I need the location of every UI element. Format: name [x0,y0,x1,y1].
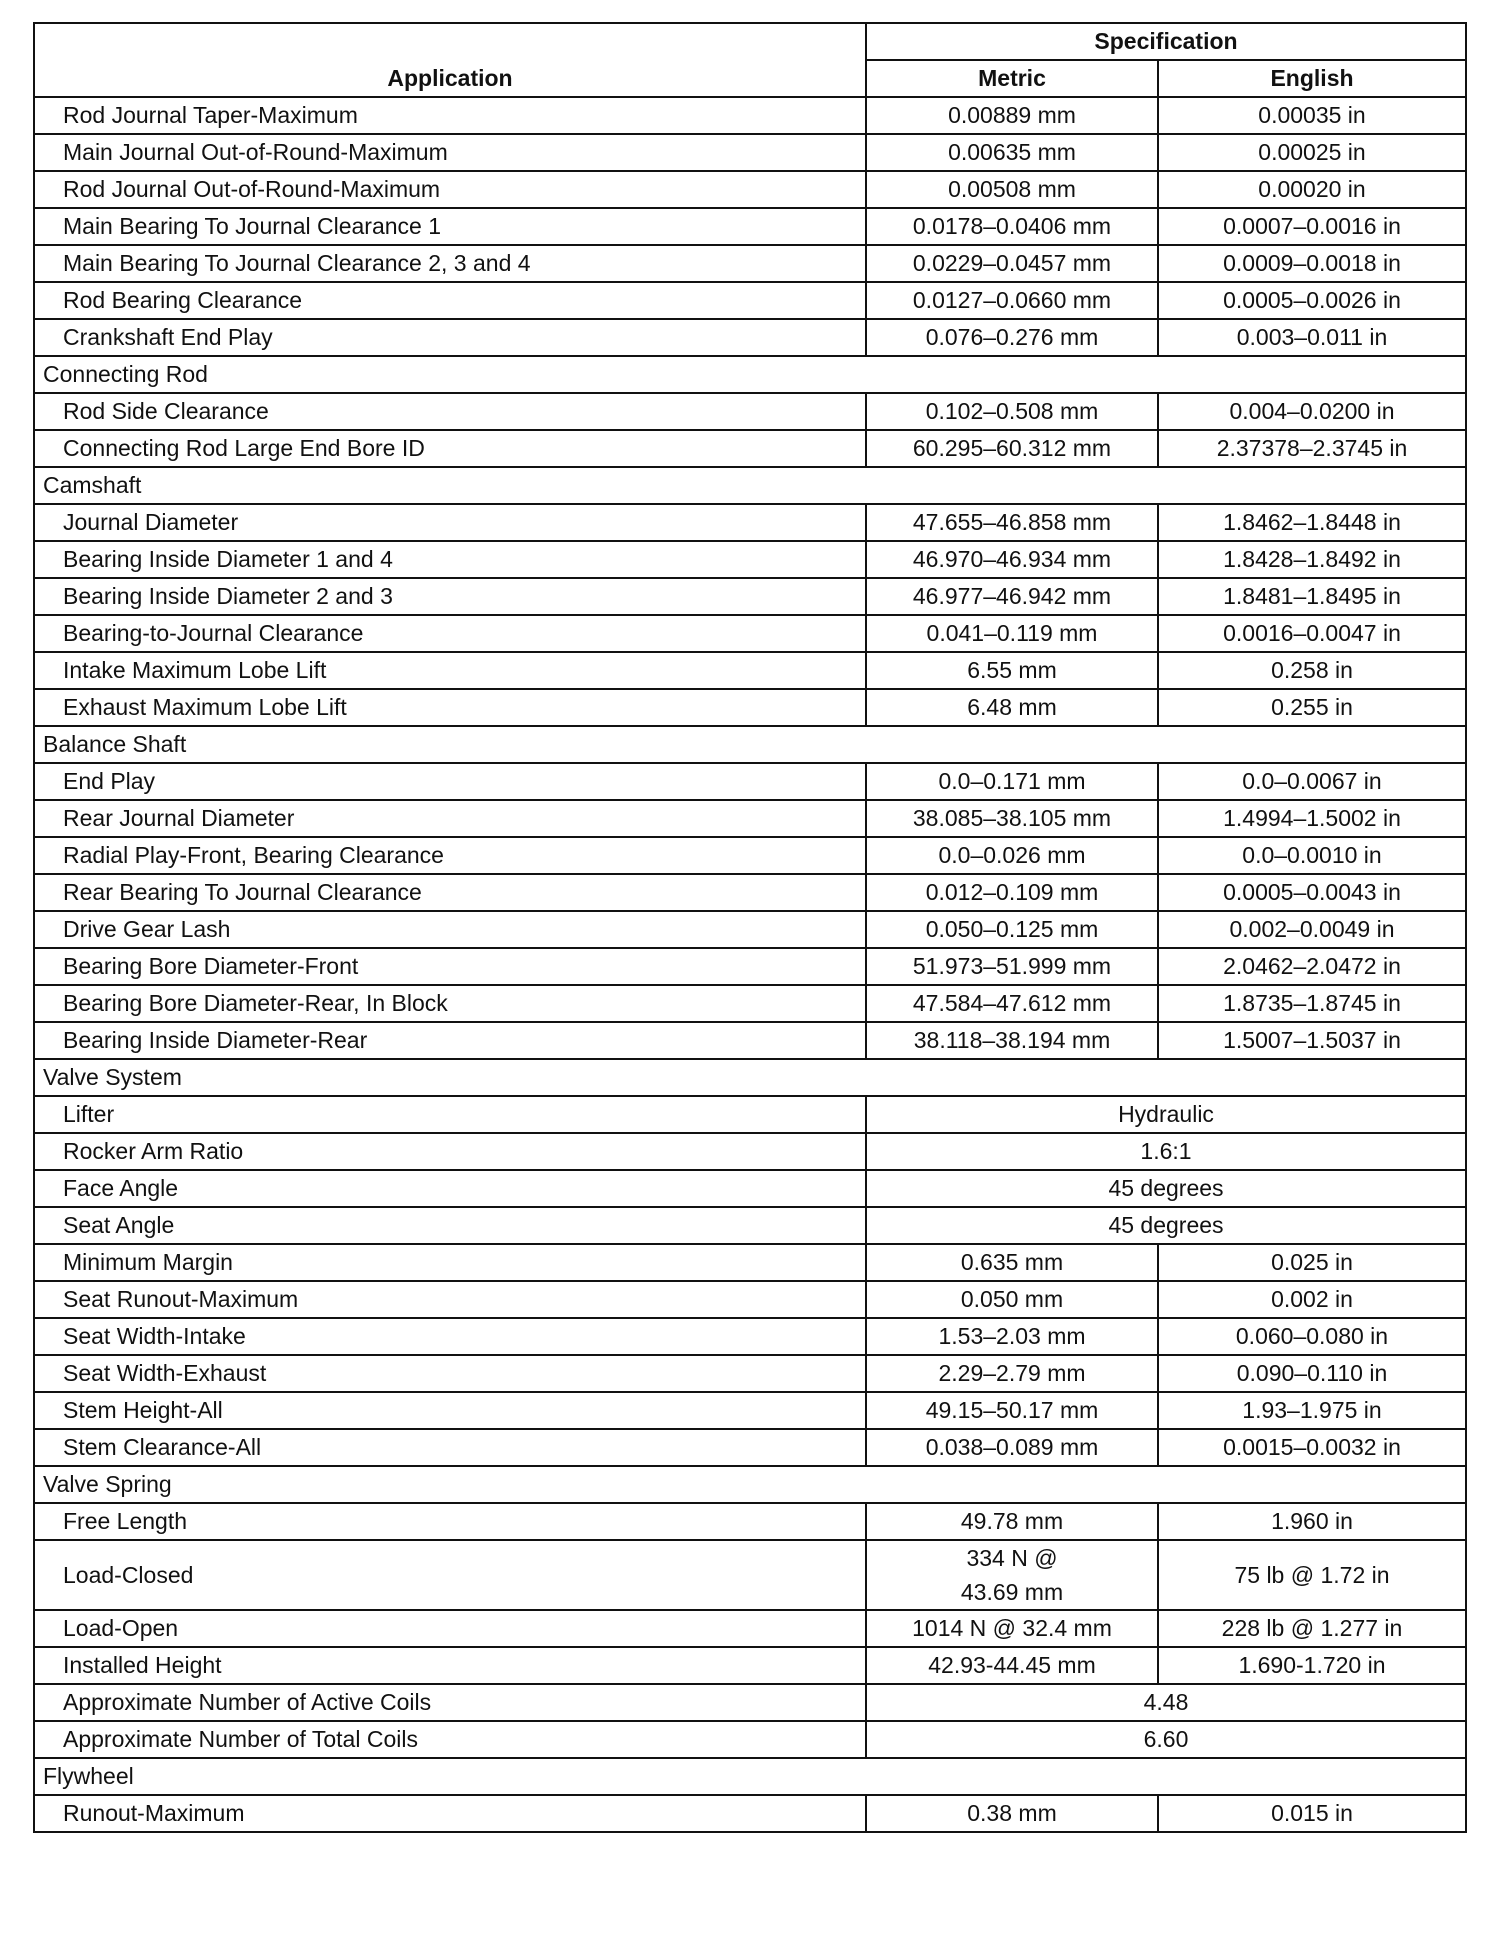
metric-cell: 0.038–0.089 mm [866,1429,1158,1466]
table-row [34,689,1466,726]
application-cell: Stem Clearance-All [34,1429,866,1466]
application-cell: Exhaust Maximum Lobe Lift [34,689,866,726]
metric-header: Metric [866,60,1158,97]
table-row [34,1244,1466,1281]
metric-cell: 0.0229–0.0457 mm [866,245,1158,282]
section-label: Valve System [34,1059,1466,1096]
english-cell: 0.015 in [1158,1795,1466,1832]
metric-cell: 0.012–0.109 mm [866,874,1158,911]
table-row [34,1503,1466,1540]
english-cell: 0.258 in [1158,652,1466,689]
table-row [34,652,1466,689]
table-row [34,171,1466,208]
metric-cell: 42.93-44.45 mm [866,1647,1158,1684]
section-row [34,726,1466,763]
english-cell: 1.8735–1.8745 in [1158,985,1466,1022]
english-cell: 0.0–0.0010 in [1158,837,1466,874]
application-cell: Rod Journal Out-of-Round-Maximum [34,171,866,208]
english-cell: 1.4994–1.5002 in [1158,800,1466,837]
application-cell: Seat Runout-Maximum [34,1281,866,1318]
table-row [34,1392,1466,1429]
english-cell: 0.002 in [1158,1281,1466,1318]
application-cell: Connecting Rod Large End Bore ID [34,430,866,467]
english-cell: 1.960 in [1158,1503,1466,1540]
table-row [34,1721,1466,1758]
english-cell: 0.0–0.0067 in [1158,763,1466,800]
english-cell: 0.00020 in [1158,171,1466,208]
metric-cell: 0.050–0.125 mm [866,911,1158,948]
application-cell: Journal Diameter [34,504,866,541]
table-row [34,763,1466,800]
table-body [34,97,1466,1832]
table-row [34,208,1466,245]
metric-cell: 0.041–0.119 mm [866,615,1158,652]
metric-cell: 1.53–2.03 mm [866,1318,1158,1355]
table-row [34,1540,1466,1610]
application-cell: Intake Maximum Lobe Lift [34,652,866,689]
english-cell: 0.002–0.0049 in [1158,911,1466,948]
table-row [34,1355,1466,1392]
table-row [34,1096,1466,1133]
combined-value-cell: Hydraulic [866,1096,1466,1133]
application-cell: Stem Height-All [34,1392,866,1429]
application-cell: Load-Open [34,1610,866,1647]
section-label: Connecting Rod [34,356,1466,393]
english-cell: 0.060–0.080 in [1158,1318,1466,1355]
english-cell: 228 lb @ 1.277 in [1158,1610,1466,1647]
table-row [34,430,1466,467]
english-cell: 0.0009–0.0018 in [1158,245,1466,282]
metric-cell: 51.973–51.999 mm [866,948,1158,985]
english-cell: 0.00025 in [1158,134,1466,171]
section-label: Camshaft [34,467,1466,504]
section-label: Flywheel [34,1758,1466,1795]
metric-cell: 0.0178–0.0406 mm [866,208,1158,245]
combined-value-cell: 45 degrees [866,1207,1466,1244]
table-row [34,1684,1466,1721]
application-cell: Main Journal Out-of-Round-Maximum [34,134,866,171]
english-cell: 0.255 in [1158,689,1466,726]
english-cell: 1.8462–1.8448 in [1158,504,1466,541]
metric-cell: 38.085–38.105 mm [866,800,1158,837]
application-cell: Approximate Number of Total Coils [34,1721,866,1758]
table-row [34,245,1466,282]
metric-cell: 0.00889 mm [866,97,1158,134]
english-cell: 0.00035 in [1158,97,1466,134]
metric-cell: 1014 N @ 32.4 mm [866,1610,1158,1647]
english-cell: 0.0007–0.0016 in [1158,208,1466,245]
application-cell: Bearing Inside Diameter 1 and 4 [34,541,866,578]
combined-value-cell: 6.60 [866,1721,1466,1758]
english-cell: 2.37378–2.3745 in [1158,430,1466,467]
header-row-1 [34,23,1466,60]
english-cell: 0.004–0.0200 in [1158,393,1466,430]
table-row [34,393,1466,430]
section-row [34,467,1466,504]
table-row [34,541,1466,578]
metric-cell: 46.970–46.934 mm [866,541,1158,578]
table-row [34,985,1466,1022]
table-row [34,1610,1466,1647]
application-cell: Bearing Bore Diameter-Front [34,948,866,985]
application-cell: Drive Gear Lash [34,911,866,948]
table-row [34,97,1466,134]
metric-cell: 2.29–2.79 mm [866,1355,1158,1392]
english-header: English [1158,60,1466,97]
application-cell: Runout-Maximum [34,1795,866,1832]
table-row [34,1647,1466,1684]
metric-cell: 0.0–0.171 mm [866,763,1158,800]
application-cell: Bearing Inside Diameter 2 and 3 [34,578,866,615]
metric-cell: 49.78 mm [866,1503,1158,1540]
english-cell: 2.0462–2.0472 in [1158,948,1466,985]
metric-cell: 334 N @ 43.69 mm [866,1540,1158,1610]
section-row [34,1758,1466,1795]
table-row [34,1022,1466,1059]
english-cell: 0.0015–0.0032 in [1158,1429,1466,1466]
english-cell: 0.090–0.110 in [1158,1355,1466,1392]
application-cell: Installed Height [34,1647,866,1684]
metric-cell: 0.00508 mm [866,171,1158,208]
metric-cell: 47.655–46.858 mm [866,504,1158,541]
section-row [34,356,1466,393]
table-row [34,1429,1466,1466]
english-cell: 1.93–1.975 in [1158,1392,1466,1429]
application-cell: Rod Side Clearance [34,393,866,430]
metric-cell: 0.102–0.508 mm [866,393,1158,430]
table-row [34,1133,1466,1170]
table-row [34,134,1466,171]
application-cell: Crankshaft End Play [34,319,866,356]
application-cell: Bearing-to-Journal Clearance [34,615,866,652]
table-row [34,282,1466,319]
combined-value-cell: 4.48 [866,1684,1466,1721]
english-cell: 1.690-1.720 in [1158,1647,1466,1684]
english-cell: 75 lb @ 1.72 in [1158,1540,1466,1610]
table-row [34,1795,1466,1832]
metric-cell: 47.584–47.612 mm [866,985,1158,1022]
english-cell: 0.003–0.011 in [1158,319,1466,356]
table-row [34,615,1466,652]
metric-cell: 46.977–46.942 mm [866,578,1158,615]
metric-cell: 0.0127–0.0660 mm [866,282,1158,319]
application-cell: Seat Width-Intake [34,1318,866,1355]
section-row [34,1059,1466,1096]
combined-value-cell: 1.6:1 [866,1133,1466,1170]
specification-header: Specification [866,23,1466,60]
application-header: Application [34,23,866,97]
metric-cell: 0.0–0.026 mm [866,837,1158,874]
table-row [34,948,1466,985]
application-cell: Main Bearing To Journal Clearance 1 [34,208,866,245]
english-cell: 0.0016–0.0047 in [1158,615,1466,652]
english-cell: 0.0005–0.0043 in [1158,874,1466,911]
table-row [34,911,1466,948]
application-cell: Rear Journal Diameter [34,800,866,837]
table-row [34,319,1466,356]
application-cell: Face Angle [34,1170,866,1207]
metric-cell: 49.15–50.17 mm [866,1392,1158,1429]
application-cell: Rear Bearing To Journal Clearance [34,874,866,911]
application-cell: Free Length [34,1503,866,1540]
english-cell: 1.8481–1.8495 in [1158,578,1466,615]
application-cell: Seat Angle [34,1207,866,1244]
table-row [34,1170,1466,1207]
application-cell: Seat Width-Exhaust [34,1355,866,1392]
combined-value-cell: 45 degrees [866,1170,1466,1207]
english-cell: 1.5007–1.5037 in [1158,1022,1466,1059]
metric-cell: 60.295–60.312 mm [866,430,1158,467]
application-cell: Rocker Arm Ratio [34,1133,866,1170]
table-row [34,874,1466,911]
application-cell: End Play [34,763,866,800]
table-row [34,837,1466,874]
table-row [34,800,1466,837]
table-row [34,578,1466,615]
application-cell: Rod Bearing Clearance [34,282,866,319]
metric-cell: 0.050 mm [866,1281,1158,1318]
application-cell: Rod Journal Taper-Maximum [34,97,866,134]
metric-cell: 0.00635 mm [866,134,1158,171]
english-cell: 0.0005–0.0026 in [1158,282,1466,319]
table-row [34,1207,1466,1244]
application-cell: Lifter [34,1096,866,1133]
metric-cell: 6.55 mm [866,652,1158,689]
application-cell: Radial Play-Front, Bearing Clearance [34,837,866,874]
table-row [34,504,1466,541]
application-cell: Approximate Number of Active Coils [34,1684,866,1721]
specification-table [33,22,1467,1833]
section-label: Balance Shaft [34,726,1466,763]
english-cell: 1.8428–1.8492 in [1158,541,1466,578]
table-row [34,1318,1466,1355]
application-cell: Minimum Margin [34,1244,866,1281]
table-row [34,1281,1466,1318]
metric-cell: 0.635 mm [866,1244,1158,1281]
section-label: Valve Spring [34,1466,1466,1503]
metric-cell: 38.118–38.194 mm [866,1022,1158,1059]
metric-cell: 0.38 mm [866,1795,1158,1832]
english-cell: 0.025 in [1158,1244,1466,1281]
application-cell: Load-Closed [34,1540,866,1610]
metric-cell: 6.48 mm [866,689,1158,726]
section-row [34,1466,1466,1503]
metric-cell: 0.076–0.276 mm [866,319,1158,356]
application-cell: Main Bearing To Journal Clearance 2, 3 and 4 [34,245,866,282]
application-cell: Bearing Bore Diameter-Rear, In Block [34,985,866,1022]
application-cell: Bearing Inside Diameter-Rear [34,1022,866,1059]
